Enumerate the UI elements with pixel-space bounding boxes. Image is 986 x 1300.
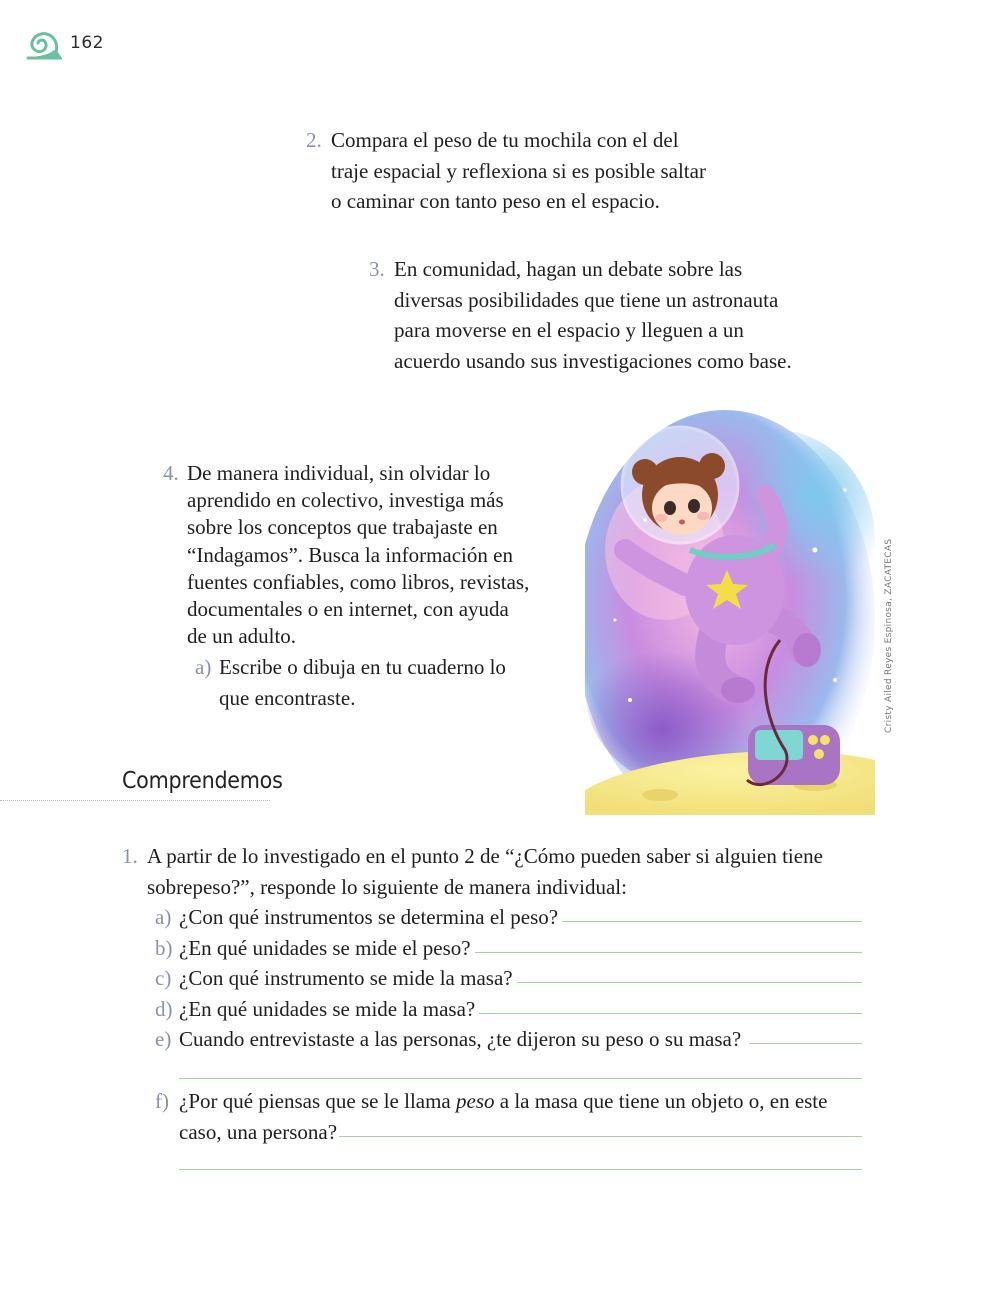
text-line: “Indagamos”. Busca la información en	[187, 542, 513, 567]
sub-question-d	[155, 994, 862, 1025]
sub-question-e	[155, 1024, 862, 1055]
text-line: aprendido en colectivo, investiga más	[187, 488, 504, 513]
astronaut-illustration	[585, 400, 875, 815]
text-line: o caminar con tanto peso en el espacio.	[331, 189, 660, 213]
sub-question-f-line-2	[155, 1117, 862, 1148]
text-line: que encontraste.	[219, 685, 356, 710]
text-line: sobre los conceptos que trabajaste en	[187, 515, 498, 540]
answer-line[interactable]	[179, 1078, 862, 1079]
sub-question-text: ¿Con qué instrumentos se determina el peso?	[179, 905, 559, 929]
question-1-subitems	[155, 902, 862, 1055]
answer-line[interactable]	[562, 920, 862, 922]
item-number: 3.	[369, 257, 385, 281]
answer-line[interactable]	[749, 1042, 862, 1044]
answer-line[interactable]	[517, 981, 862, 983]
sub-letter: c)	[155, 966, 172, 990]
text-line: De manera individual, sin olvidar lo	[187, 461, 491, 485]
sub-question-b	[155, 933, 862, 964]
sub-letter: a)	[195, 655, 212, 679]
sub-question-text: Cuando entrevistaste a las personas, ¿te dijeron su peso o su masa?	[179, 1027, 742, 1051]
text-line: de un adulto.	[187, 624, 297, 649]
item-number: 2.	[306, 128, 322, 152]
sub-question-text: caso, una persona?	[179, 1119, 338, 1144]
text-line: En comunidad, hagan un debate sobre las	[394, 257, 743, 281]
snail-icon	[26, 30, 62, 60]
text-line: sobrepeso?”, responde lo siguiente de manera individual:	[147, 874, 627, 899]
text-line: A partir de lo investigado en el punto 2 de “¿Cómo pueden saber si alguien tiene	[147, 844, 823, 868]
text-line: Escribe o dibuja en tu cuaderno lo	[219, 655, 506, 679]
text-line: Compara el peso de tu mochila con el del	[331, 128, 679, 152]
illustration-credit: Cristy Ailed Reyes Espinosa, ZACATECAS	[884, 538, 894, 733]
item-number: 1.	[122, 844, 138, 868]
answer-line[interactable]	[179, 1169, 862, 1170]
sub-question-c	[155, 963, 862, 994]
sub-question-text: ¿Por qué piensas que se le llama	[179, 1089, 456, 1113]
text-line: fuentes confiables, como libros, revistas,	[187, 569, 530, 594]
sub-letter: d)	[155, 996, 173, 1021]
section-divider	[0, 800, 270, 801]
sub-question-text: a la masa que tiene un objeto o, en este	[494, 1089, 828, 1113]
text-line: traje espacial y reflexiona si es posible saltar	[331, 158, 706, 183]
sub-letter: b)	[155, 935, 173, 960]
sub-question-text: ¿En qué unidades se mide la masa?	[179, 996, 476, 1021]
text-line: documentales o en internet, con ayuda	[187, 597, 509, 622]
section-title: Comprendemos	[122, 768, 283, 794]
sub-letter: f)	[155, 1089, 169, 1113]
text-line: para moverse en el espacio y lleguen a un	[394, 318, 744, 342]
sub-question-f	[155, 1086, 862, 1147]
sub-question-text: ¿En qué unidades se mide el peso?	[179, 935, 471, 960]
sub-letter: a)	[155, 905, 172, 929]
answer-line[interactable]	[479, 1012, 862, 1014]
answer-line[interactable]	[339, 1135, 862, 1137]
sub-question-a	[155, 902, 862, 933]
sub-question-f-line-1	[155, 1086, 862, 1117]
answer-line[interactable]	[475, 951, 862, 953]
sub-letter: e)	[155, 1027, 172, 1051]
sub-question-text: ¿Con qué instrumento se mide la masa?	[179, 966, 513, 990]
page-number: 162	[70, 33, 104, 53]
text-line: diversas posibilidades que tiene un astronauta	[394, 287, 779, 312]
item-number: 4.	[163, 461, 179, 485]
text-line: acuerdo usando sus investigaciones como base.	[394, 348, 792, 373]
emphasis-word: peso	[456, 1089, 495, 1113]
